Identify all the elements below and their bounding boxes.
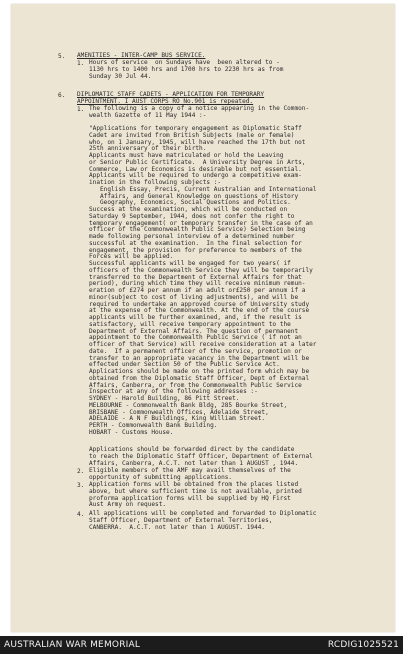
- text-line: date. If a permanent officer of the service, promotion or: [89, 347, 302, 355]
- text-line: ination in the following subjects :-: [89, 179, 222, 186]
- text-line: Aust Army on request.: [89, 501, 167, 509]
- text-line: 1130 hrs to 1400 hrs and 1700 hrs to 2230 hrs as from: [89, 65, 284, 73]
- section-5-number: 5.: [58, 53, 66, 60]
- text-line: to reach the Diplomatic Staff Officer, Department of External: [89, 452, 313, 460]
- text-line: successful at the examination. In the final selection for: [89, 239, 302, 247]
- text-line: appointment to the Commonwealth Public Service ( if not an: [89, 334, 302, 342]
- section-5-item-1-number: 1.: [77, 60, 85, 67]
- text-line: Eligible members of the AMF may avail themselves of the: [89, 467, 291, 474]
- archive-footer: [0, 636, 403, 654]
- text-line: All applications will be completed and forwarded to Diplomatic: [89, 510, 317, 517]
- text-line: Affairs, and General Knowledge on questions of History: [89, 192, 299, 200]
- closing-paragraph: [89, 447, 313, 467]
- archive-name: AUSTRALIAN WAR MEMORIAL: [4, 640, 141, 650]
- text-line: CANBERRA. A.C.T. not later than 1 AUGUST. 1944.: [89, 523, 266, 531]
- text-line: at the expense of the Commonwealth. At the end of the course: [89, 307, 310, 315]
- text-line: obtained from the Diplomatic Staff Officer, Dept of External: [89, 374, 310, 382]
- text-line: BRISBANE - Commonwealth Offices, Adelaide Street,: [89, 408, 269, 416]
- text-line: Success at the examination, which will be conducted on: [89, 206, 288, 213]
- text-line: transferred to the Department of External Affairs for that: [89, 273, 302, 281]
- text-line: ADELAIDE - A N F Buildings, King William Street.: [89, 415, 266, 423]
- text-line: required to undertake an approved course of University study: [89, 300, 310, 308]
- text-line: proforma application forms will be supplied by HQ First: [89, 494, 291, 502]
- text-line: Applicants will be required to undergo a competitive exam-: [89, 172, 302, 180]
- text-line: officers of the Commonwealth Service they will be temporarily: [89, 266, 313, 274]
- text-line: Forces will be applied.: [89, 253, 174, 261]
- text-line: Saturday 9 September, 1944, does not confer the right to: [89, 212, 295, 220]
- text-line: engagement, the provision for preference to members of the: [89, 246, 302, 254]
- text-line: Successful applicants will be engaged for two years( if: [89, 260, 291, 267]
- text-line: minor(subject to cost of living adjustments), and will be: [89, 293, 299, 301]
- section-6-item-4-number: 4.: [77, 511, 85, 518]
- text-line: Department of External Affairs. The question of permanent: [89, 327, 299, 335]
- text-line: Commerce, Law or Economics is desirable but not essential.: [89, 165, 302, 173]
- text-line: opportunity of submitting applications.: [89, 473, 233, 481]
- text-line: Affairs, Canberra, A.C.T. not later than 1 AUGUST , 1944.: [89, 459, 299, 467]
- text-line: Application forms will be obtained from the places listed: [89, 481, 299, 488]
- text-line: made following personal interview of a determined number: [89, 233, 295, 240]
- text-line: MELBOURNE - Commonwealth Bank Bldg, 285 Bourke Street,: [89, 401, 288, 409]
- text-line: Applications should be made on the printed form which may be: [89, 368, 310, 375]
- text-line: transfer to an appropriate vacancy in the Department will be: [89, 354, 310, 362]
- text-line: applicants will be further examined, and, if the result is: [89, 314, 302, 321]
- section-6-item-3-text: [89, 482, 302, 509]
- text-line: period), during which time they will receive minimum remun-: [89, 280, 306, 288]
- text-line: above, but where sufficient time is not available, printed: [89, 487, 302, 495]
- archive-record-id: RCDIG1025521: [327, 640, 399, 650]
- text-line: Applicants must have matriculated or hold the Leaving: [89, 152, 284, 159]
- text-line: satisfactory, will receive temporary appointment to the: [89, 320, 291, 328]
- text-line: HOBART - Customs House.: [89, 428, 174, 436]
- text-line: The following is a copy of a notice appearing in the Common-: [89, 105, 310, 112]
- text-line: PERTH - Commonwealth Bank Building.: [89, 422, 218, 429]
- section-6-number: 6.: [58, 92, 66, 99]
- text-line: Inspector at any of the following addresses :-: [89, 388, 258, 396]
- gazette-notice-quote: [89, 126, 316, 437]
- text-line: SYDNEY - Harold Building, 86 Pitt Street.: [89, 395, 240, 402]
- section-6-item-2-text: [89, 468, 291, 482]
- section-6-item-1-text: [89, 106, 309, 120]
- text-line: wealth Gazette of 11 May 1944 :-: [89, 111, 207, 119]
- section-6-item-2-number: 2.: [77, 468, 85, 475]
- text-line: Hours of service on Sundays have been altered to -: [89, 59, 280, 66]
- section-6-item-4-text: [89, 511, 316, 531]
- text-line: Sunday 30 Jul 44.: [89, 72, 152, 80]
- text-line: officer of the Commonwealth Public Service) Selection being: [89, 226, 306, 234]
- section-6-item-1-number: 1.: [77, 106, 85, 113]
- section-6-heading-line-1: DIPLOMATIC STAFF CADETS - APPLICATION FOR TEMPORARY: [77, 91, 265, 98]
- text-line: 25th anniversary of their birth.: [89, 145, 207, 153]
- text-line: who, on 1 January, 1945, will have reached the 17th but not: [89, 138, 306, 146]
- text-line: eration of £274 per annum if an adult or£250 per annum if a: [89, 287, 306, 294]
- text-line: Applications should be forwarded direct by the candidate: [89, 446, 295, 453]
- text-line: "Applications for temporary engagement as Diplomatic Staff: [89, 125, 302, 132]
- text-line: Cadet are invited from British Subjects (male or female): [89, 131, 295, 139]
- section-5-item-1-text: [89, 60, 283, 80]
- text-line: or Senior Public Certificate. A University Degree in Arts,: [89, 158, 306, 166]
- section-5-heading: AMENITIES - INTER-CAMP BUS SERVICE.: [77, 52, 206, 59]
- text-line: Affairs, Canberra, or from the Commonwealth Public Service: [89, 381, 302, 389]
- section-6-item-3-number: 3.: [77, 482, 85, 489]
- section-6-heading-line-2: APPOINTMENT. I AUST CORPS RO No.901 is repeated.: [77, 98, 254, 105]
- text-line: temporary engagement( or temporary transfer in the case of an: [89, 219, 313, 227]
- text-line: officer of that Service) will receive consideration at a later: [89, 341, 317, 348]
- text-line: English Essay, Precis, Current Australian and International: [89, 185, 317, 193]
- text-line: Geography, Economics, Social Questions and Politics.: [89, 199, 291, 207]
- text-line: Staff Officer, Department of External Territories,: [89, 516, 273, 524]
- text-line: effected under Section 50 of the Public Service Act.: [89, 361, 280, 369]
